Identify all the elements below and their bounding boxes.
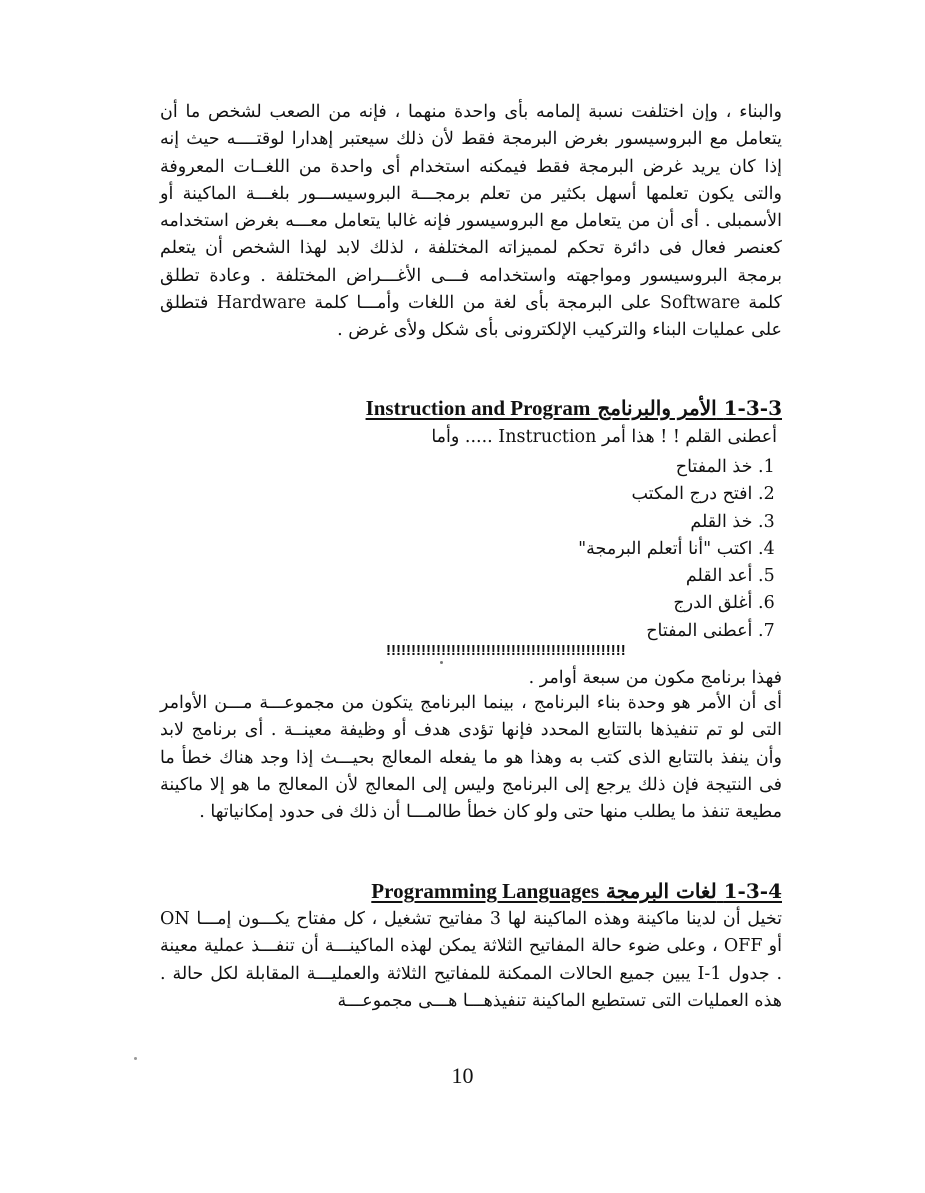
page-number: 10 bbox=[451, 1063, 474, 1088]
scan-speck bbox=[440, 661, 443, 664]
heading-number: 1-3-3 bbox=[723, 396, 782, 420]
heading-arabic: لغات البرمجة bbox=[605, 879, 717, 903]
paragraph-2: أى أن الأمر هو وحدة بناء البرنامج ، بينما البرنامج يتكون من مجموعـــة مـــن الأوامر التى لو تم تنفيذها بالتتابع المحدد فإنها تؤدى هدف أو وظيفة معينــة . أى برنامج لابد وأن ينفذ بالتتابع الذى كتب به وهذا هو ما يفعله المعالج بحيـــث إذا وجد هناك خطأ ما فى النتيجة فإن ذلك يرجع إلى البرنامج وليس إلى المعالج لأن المعالج ما هو إلا ماكينة مطيعة تنفذ ما يطلب منها حتى ولو كان خطأ طالمـــا أن ذلك فى حدود إمكانياتها . bbox=[160, 693, 782, 823]
section-heading-programming-languages bbox=[371, 879, 782, 904]
exclamation-row: !!!!!!!!!!!!!!!!!!!!!!!!!!!!!!!!!!!!!!!!!!!!!!!! bbox=[386, 642, 626, 659]
list-item: 1. خذ المفتاح bbox=[675, 457, 775, 477]
paragraph-1: والبناء ، وإن اختلفت نسبة إلمامه بأى واحدة منهما ، فإنه من الصعب لشخص ما أن يتعامل مع البروسيسور بغرض البرمجة فقط لأن ذلك سيعتبر إهدارا لوقتــــه حيث إنه إذا كان يريد غرض البرمجة فقط فيمكنه استخدام أى واحدة من اللغــات المعروفة والتى يكون تعلمها أسهل بكثير من تعلم برمجـــة البروسيســـور بلغـــة الماكينة أو الأسمبلى . أى أن من يتعامل مع البروسيسور فإنه غالبا يتعامل معـــه بغرض استخدامه كعنصر فعال فى دائرة تحكم لمميزاته المختلفة ، لذلك لابد لهذا الشخص أن يتعلم برمجة البروسيسور ومواجهته واستخدامه فـــى الأغـــراض المختلفة . وعادة تطلق كلمة Software على البرمجة بأى لغة من اللغات وأمـــا كلمة Hardware فتطلق على عمليات البناء والتركيب الإلكترونى بأى شكل ولأى غرض . bbox=[160, 102, 782, 341]
list-item: 4. اكتب "أنا أتعلم البرمجة" bbox=[578, 538, 775, 559]
list-item: 5. أعد القلم bbox=[685, 566, 775, 587]
section-heading-instruction-program bbox=[366, 396, 782, 421]
heading-english: Programming Languages bbox=[371, 879, 599, 903]
heading-arabic: الأمر والبرنامج bbox=[597, 396, 717, 420]
summary-sentence: فهذا برنامج مكون من سبعة أوامر . bbox=[528, 668, 782, 688]
scan-speck bbox=[134, 1057, 137, 1060]
list-item: 2. افتح درج المكتب bbox=[631, 484, 775, 505]
steps-list bbox=[578, 454, 782, 645]
list-item: 6. أغلق الدرج bbox=[673, 593, 775, 614]
list-item: 3. خذ القلم bbox=[690, 511, 775, 532]
intro-line: أعطنى القلم ! ! هذا أمر Instruction ..... وأما bbox=[431, 427, 777, 447]
heading-number: 1-3-4 bbox=[723, 879, 782, 903]
paragraph-3: تخيل أن لدينا ماكينة وهذه الماكينة لها 3 مفاتيح تشغيل ، كل مفتاح يكـــون إمـــا ON أو OFF ، وعلى ضوء حالة المفاتيح الثلاثة يمكن لهذه الماكينـــة أن تنفـــذ عملية معينة . جدول I-1 يبين جميع الحالات الممكنة للمفاتيح الثلاثة والعمليـــة المقابلة لكل حالة . هذه العمليات التى تستطيع الماكينة تنفيذهـــا هـــى مجموعـــة bbox=[160, 909, 783, 1011]
list-item: 7. أعطنى المفتاح bbox=[646, 620, 775, 641]
heading-english: Instruction and Program bbox=[365, 396, 591, 420]
